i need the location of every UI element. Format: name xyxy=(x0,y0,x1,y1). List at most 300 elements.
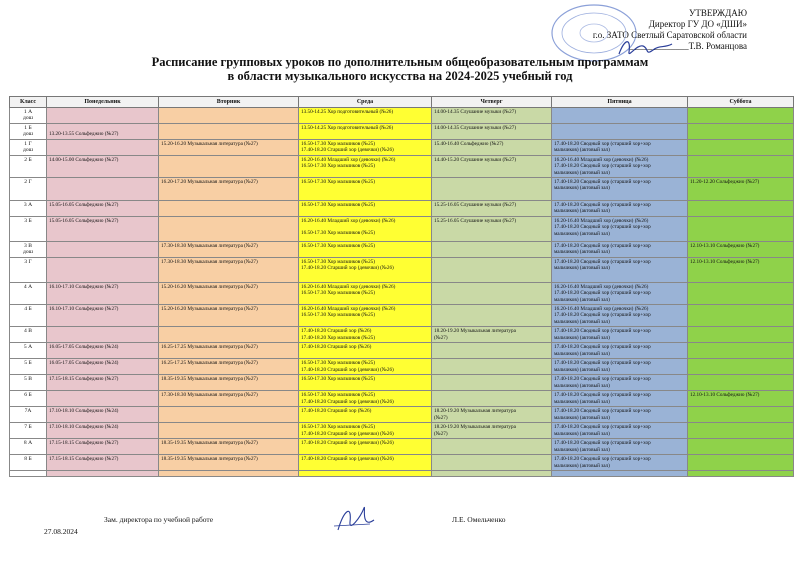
schedule-cell-tue xyxy=(159,257,299,282)
lesson-entry: мальчиков) (актовый зал) xyxy=(554,446,610,453)
schedule-cell-tue xyxy=(159,359,299,375)
schedule-cell-tue xyxy=(159,201,299,217)
lesson-entry: 17.15-18.15 Сольфеджио (№27) xyxy=(49,440,119,447)
lesson-entry: мальчиков) (актовый зал) xyxy=(554,350,610,357)
schedule-cell-mon xyxy=(47,282,159,304)
lesson-entry: 11.20-12.20 Сольфеджио (№27) xyxy=(690,179,760,186)
schedule-cell-wed xyxy=(299,241,432,257)
lesson-entry: 17.40-18.20 Сводный хор (старший хор+хор xyxy=(554,424,651,431)
schedule-cell-sat xyxy=(688,201,794,217)
class-label: дош xyxy=(23,147,33,154)
lesson-entry: мальчиков) (актовый зал) xyxy=(554,169,610,176)
lesson-entry: 16.20-16.40 Младший хор (девочки) (№26) xyxy=(554,283,649,290)
lesson-entry: 18.20-19.20 Музыкальная литература xyxy=(434,408,516,415)
class-cell xyxy=(10,391,47,407)
lesson-entry: 17.40-18.20 Сводный хор (старший хор+хор xyxy=(554,376,651,383)
schedule-cell-fri xyxy=(552,439,688,455)
class-label: 4 Б xyxy=(24,306,32,313)
lesson-entry: (№27) xyxy=(434,430,448,437)
lesson-entry: 17.15-18.15 Сольфеджио (№27) xyxy=(49,456,119,463)
lesson-entry: 15.05-16.05 Сольфеджио (№27) xyxy=(49,202,119,209)
class-label: 7А xyxy=(24,408,32,415)
class-label: 5 А xyxy=(23,344,33,351)
schedule-cell-mon xyxy=(47,241,159,257)
lesson-entry: 17.40-18.20 Старший хор (№26) xyxy=(301,344,372,351)
deputy-signature xyxy=(330,500,380,538)
lesson-entry: 17.40-18.20 Старший хор (девочки) (№26) xyxy=(301,398,394,405)
lesson-entry: 17.40-18.20 Сводный хор (старший хор+хор xyxy=(554,392,651,399)
schedule-cell-fri xyxy=(552,375,688,391)
class-label: дош xyxy=(23,131,33,138)
lesson-entry: 16.50-17.30 Хор мальчиков (№25) xyxy=(301,360,375,367)
table-row xyxy=(10,327,794,343)
column-header: Среда xyxy=(299,97,432,108)
class-cell xyxy=(10,241,47,257)
schedule-cell-mon xyxy=(47,178,159,201)
table-row xyxy=(10,423,794,439)
lesson-entry: 12.10-13.10 Сольфеджио (№27) xyxy=(690,242,760,249)
schedule-cell-thu xyxy=(432,155,552,177)
lesson-entry: 17.40-18.20 Сводный хор (старший хор+хор xyxy=(554,312,651,319)
schedule-cell-mon xyxy=(47,216,159,241)
lesson-entry: 13.50-14.25 Хор подготовительный (№26) xyxy=(301,124,394,131)
schedule-cell-thu xyxy=(432,343,552,359)
lesson-entry: (№27) xyxy=(434,414,448,421)
lesson-entry: 17.40-18.20 Сводный хор (старший хор+хор xyxy=(554,224,651,231)
schedule-cell-thu xyxy=(432,375,552,391)
lesson-entry: 15.40-16.40 Сольфеджио (№27) xyxy=(434,140,504,147)
schedule-cell-thu xyxy=(432,241,552,257)
lesson-entry: 17.40-18.20 Старший хор (девочки) (№26) xyxy=(301,147,394,154)
lesson-entry: 16.50-17.30 Хор мальчиков (№25) xyxy=(301,163,375,170)
schedule-cell-tue xyxy=(159,439,299,455)
lesson-entry: 16.20-16.40 Младший хор (девочки) (№26) xyxy=(301,156,396,163)
lesson-entry: 16.05-17.05 Сольфеджио (№24) xyxy=(49,344,119,351)
lesson-entry: 18.35-19.35 Музыкальная литература (№27) xyxy=(161,440,258,447)
table-row xyxy=(10,216,794,241)
class-cell xyxy=(10,439,47,455)
schedule-cell-fri xyxy=(552,282,688,304)
schedule-cell-mon xyxy=(47,471,159,477)
schedule-cell-sat xyxy=(688,407,794,423)
schedule-cell-fri xyxy=(552,343,688,359)
lesson-entry: 17.40-18.20 Старший хор (девочки) (№26) xyxy=(301,440,394,447)
schedule-cell-mon xyxy=(47,155,159,177)
approval-line: Директор ГУ ДО «ДШИ» xyxy=(648,19,747,29)
lesson-entry: 17.40-18.20 Сводный хор (старший хор+хор xyxy=(554,140,651,147)
column-header: Четверг xyxy=(432,97,552,108)
schedule-cell-sat xyxy=(688,439,794,455)
lesson-entry: 14.00-15.00 Сольфеджио (№27) xyxy=(49,156,119,163)
schedule-cell-thu xyxy=(432,201,552,217)
table-row xyxy=(10,155,794,177)
table-row xyxy=(10,455,794,471)
schedule-cell-fri xyxy=(552,123,688,139)
lesson-entry: 16.50-17.30 Хор мальчиков (№25) xyxy=(301,230,375,237)
class-label: 3 Г xyxy=(24,258,32,265)
lesson-entry: 16.20-16.40 Младший хор (девочки) (№26) xyxy=(301,306,396,313)
schedule-cell-thu xyxy=(432,359,552,375)
lesson-entry: мальчиков) (актовый зал) xyxy=(554,366,610,373)
schedule-cell-mon xyxy=(47,359,159,375)
class-label: дош xyxy=(23,249,33,256)
lesson-entry: 16.50-17.30 Хор мальчиков (№25) xyxy=(301,290,375,297)
lesson-entry: 12.10-13.10 Сольфеджио (№27) xyxy=(690,392,760,399)
schedule-cell-thu xyxy=(432,123,552,139)
lesson-entry: 12.10-13.10 Сольфеджио (№27) xyxy=(690,258,760,265)
lesson-entry: 17.30-18.30 Музыкальная литература (№27) xyxy=(161,392,258,399)
lesson-entry: 16.50-17.30 Хор мальчиков (№25) xyxy=(301,242,375,249)
lesson-entry: 17.30-18.30 Музыкальная литература (№27) xyxy=(161,258,258,265)
schedule-cell-thu xyxy=(432,423,552,439)
lesson-entry: 15.05-16.05 Сольфеджио (№27) xyxy=(49,217,119,224)
class-label: 5 Б xyxy=(24,360,32,367)
class-cell xyxy=(10,178,47,201)
schedule-cell-wed xyxy=(299,407,432,423)
schedule-cell-thu xyxy=(432,108,552,124)
schedule-cell-thu xyxy=(432,139,552,155)
lesson-entry: 17.40-18.20 Сводный хор (старший хор+хор xyxy=(554,344,651,351)
schedule-cell-wed xyxy=(299,178,432,201)
lesson-entry: мальчиков) (актовый зал) xyxy=(554,430,610,437)
schedule-cell-mon xyxy=(47,423,159,439)
schedule-cell-tue xyxy=(159,455,299,471)
schedule-cell-mon xyxy=(47,455,159,471)
schedule-cell-sat xyxy=(688,375,794,391)
table-row xyxy=(10,407,794,423)
schedule-cell-sat xyxy=(688,359,794,375)
class-label: дош xyxy=(23,115,33,122)
lesson-entry: 17.40-18.20 Старший хор (девочки) (№26) xyxy=(301,366,394,373)
schedule-cell-sat xyxy=(688,108,794,124)
schedule-cell-tue xyxy=(159,282,299,304)
schedule-cell-tue xyxy=(159,216,299,241)
schedule-cell-wed xyxy=(299,216,432,241)
schedule-cell-sat xyxy=(688,123,794,139)
schedule-cell-thu xyxy=(432,216,552,241)
approval-line: г.о. ЗАТО Светлый Саратовской области xyxy=(592,30,747,40)
class-cell xyxy=(10,139,47,155)
schedule-cell-mon xyxy=(47,123,159,139)
schedule-cell-thu xyxy=(432,305,552,327)
schedule-cell-mon xyxy=(47,305,159,327)
footer-position: Зам. директора по учебной работе xyxy=(104,515,214,524)
column-header: Пятница xyxy=(552,97,688,108)
schedule-cell-sat xyxy=(688,471,794,477)
schedule-cell-tue xyxy=(159,471,299,477)
lesson-entry: 15.25-16.05 Слушание музыки (№27) xyxy=(434,202,517,209)
schedule-cell-fri xyxy=(552,241,688,257)
class-cell xyxy=(10,423,47,439)
lesson-entry: 13.20-13.55 Сольфеджио (№27) xyxy=(49,130,119,137)
lesson-entry: 17.40-18.20 Сводный хор (старший хор+хор xyxy=(554,242,651,249)
table-row xyxy=(10,201,794,217)
table-row xyxy=(10,178,794,201)
class-label: 1 Г xyxy=(24,140,32,147)
lesson-entry: 18.35-19.35 Музыкальная литература (№27) xyxy=(161,376,258,383)
schedule-cell-mon xyxy=(47,343,159,359)
schedule-cell-fri xyxy=(552,178,688,201)
lesson-entry: 17.40-18.20 Сводный хор (старший хор+хор xyxy=(554,456,651,463)
document-title xyxy=(0,55,800,83)
lesson-entry: 17.40-18.20 Старший хор (№26) xyxy=(301,328,372,335)
lesson-entry: 17.40-18.20 Сводный хор (старший хор+хор xyxy=(554,328,651,335)
lesson-entry: 17.15-18.15 Сольфеджио (№27) xyxy=(49,376,119,383)
table-row xyxy=(10,241,794,257)
schedule-cell-wed xyxy=(299,327,432,343)
schedule-cell-fri xyxy=(552,139,688,155)
lesson-entry: 17.40-18.20 Сводный хор (старший хор+хор xyxy=(554,408,651,415)
lesson-entry: мальчиков) (актовый зал) xyxy=(554,230,610,237)
schedule-cell-tue xyxy=(159,327,299,343)
lesson-entry: 17.40-18.20 Старший хор (девочки) (№26) xyxy=(301,430,394,437)
schedule-cell-sat xyxy=(688,391,794,407)
lesson-entry: 16.50-17.30 Хор мальчиков (№25) xyxy=(301,392,375,399)
schedule-cell-wed xyxy=(299,257,432,282)
schedule-cell-sat xyxy=(688,343,794,359)
class-label: 8 Б xyxy=(24,456,32,463)
class-cell xyxy=(10,343,47,359)
schedule-cell-fri xyxy=(552,423,688,439)
lesson-entry: 16.25-17.25 Музыкальная литература (№27) xyxy=(161,344,258,351)
table-row xyxy=(10,139,794,155)
lesson-entry: 15.25-16.05 Слушание музыки (№27) xyxy=(434,217,517,224)
schedule-cell-sat xyxy=(688,139,794,155)
lesson-entry: 16.50-17.30 Хор мальчиков (№25) xyxy=(301,179,375,186)
schedule-cell-sat xyxy=(688,178,794,201)
schedule-cell-wed xyxy=(299,139,432,155)
class-cell xyxy=(10,359,47,375)
lesson-entry: 18.20-19.20 Музыкальная литература xyxy=(434,328,516,335)
lesson-entry: мальчиков) (актовый зал) xyxy=(554,185,610,192)
footer-name: Л.Е. Омельченко xyxy=(452,515,506,524)
lesson-entry: 16.20-16.40 Младший хор (девочки) (№26) xyxy=(554,306,649,313)
lesson-entry: мальчиков) (актовый зал) xyxy=(554,318,610,325)
schedule-body xyxy=(10,108,794,477)
schedule-cell-sat xyxy=(688,305,794,327)
column-header: Класс xyxy=(10,97,47,108)
lesson-entry: мальчиков) (актовый зал) xyxy=(554,208,610,215)
class-cell xyxy=(10,305,47,327)
approval-block xyxy=(477,8,747,52)
schedule-cell-fri xyxy=(552,471,688,477)
table-row xyxy=(10,108,794,124)
class-cell xyxy=(10,216,47,241)
schedule-cell-wed xyxy=(299,359,432,375)
schedule-cell-tue xyxy=(159,423,299,439)
title-line-2: в области музыкального искусства на 2024-2025 учебный год xyxy=(227,69,573,83)
schedule-cell-sat xyxy=(688,423,794,439)
schedule-cell-sat xyxy=(688,155,794,177)
class-cell xyxy=(10,455,47,471)
schedule-cell-mon xyxy=(47,139,159,155)
schedule-cell-sat xyxy=(688,241,794,257)
class-cell xyxy=(10,282,47,304)
lesson-entry: 14.00-14.35 Слушание музыки (№27) xyxy=(434,109,517,115)
approval-line: _____________Т.В. Романцова xyxy=(630,41,747,51)
lesson-entry: 16.50-17.30 Хор мальчиков (№25) xyxy=(301,258,375,265)
class-label: 6 Б xyxy=(24,392,32,399)
class-label: 1 А xyxy=(23,109,33,115)
class-cell xyxy=(10,201,47,217)
schedule-cell-mon xyxy=(47,201,159,217)
lesson-entry: 18.35-19.35 Музыкальная литература (№27) xyxy=(161,456,258,463)
schedule-cell-tue xyxy=(159,391,299,407)
class-label: 3 А xyxy=(23,202,33,209)
lesson-entry: мальчиков) (актовый зал) xyxy=(554,398,610,405)
lesson-entry: 17.30-18.30 Музыкальная литература (№27) xyxy=(161,242,258,249)
lesson-entry: 18.20-19.20 Музыкальная литература xyxy=(434,424,516,431)
lesson-entry: 17.40-18.20 Старший хор (девочки) (№26) xyxy=(301,456,394,463)
schedule-table xyxy=(9,96,794,477)
lesson-entry: 17.40-18.20 Старший хор (девочки) (№26) xyxy=(301,265,394,272)
schedule-cell-tue xyxy=(159,407,299,423)
lesson-entry: 16.10-17.10 Сольфеджио (№27) xyxy=(49,306,119,313)
lesson-entry: 16.50-17.30 Хор мальчиков (№25) xyxy=(301,202,375,209)
schedule-cell-wed xyxy=(299,471,432,477)
lesson-entry: 17.10-18.10 Сольфеджио (№24) xyxy=(49,408,119,415)
schedule-cell-tue xyxy=(159,108,299,124)
schedule-cell-thu xyxy=(432,282,552,304)
table-row xyxy=(10,282,794,304)
footer-date: 27.08.2024 xyxy=(44,527,78,536)
class-label: 1 Б xyxy=(24,124,32,131)
schedule-cell-mon xyxy=(47,407,159,423)
class-label: 8 А xyxy=(23,440,33,447)
table-row xyxy=(10,359,794,375)
table-row xyxy=(10,391,794,407)
schedule-cell-thu xyxy=(432,439,552,455)
lesson-entry: мальчиков) (актовый зал) xyxy=(554,265,610,272)
schedule-cell-wed xyxy=(299,305,432,327)
schedule-cell-wed xyxy=(299,455,432,471)
lesson-entry: 17.10-18.10 Сольфеджио (№24) xyxy=(49,424,119,431)
schedule-cell-sat xyxy=(688,257,794,282)
schedule-cell-fri xyxy=(552,327,688,343)
schedule-cell-sat xyxy=(688,455,794,471)
schedule-cell-wed xyxy=(299,375,432,391)
schedule-cell-fri xyxy=(552,305,688,327)
schedule-cell-thu xyxy=(432,407,552,423)
table-row xyxy=(10,439,794,455)
schedule-cell-sat xyxy=(688,216,794,241)
schedule-cell-wed xyxy=(299,282,432,304)
schedule-cell-mon xyxy=(47,375,159,391)
lesson-entry: мальчиков) (актовый зал) xyxy=(554,414,610,421)
class-cell xyxy=(10,407,47,423)
schedule-cell-wed xyxy=(299,439,432,455)
schedule-cell-wed xyxy=(299,123,432,139)
class-label: 3 Б xyxy=(24,217,32,224)
lesson-entry: 17.40-18.20 Сводный хор (старший хор+хор xyxy=(554,360,651,367)
lesson-entry: 16.20-16.40 Младший хор (девочки) (№26) xyxy=(554,156,649,163)
class-label: 5 В xyxy=(24,376,32,383)
schedule-cell-tue xyxy=(159,123,299,139)
lesson-entry: 16.50-17.30 Хор мальчиков (№25) xyxy=(301,140,375,147)
lesson-entry: 15.20-16.20 Музыкальная литература (№27) xyxy=(161,306,258,313)
class-cell xyxy=(10,155,47,177)
lesson-entry: мальчиков) (актовый зал) xyxy=(554,296,610,303)
lesson-entry: 17.40-18.20 Сводный хор (старший хор+хор xyxy=(554,179,651,186)
lesson-entry: 16.25-17.25 Музыкальная литература (№27) xyxy=(161,360,258,367)
column-header: Понедельник xyxy=(47,97,159,108)
class-cell xyxy=(10,327,47,343)
table-row xyxy=(10,343,794,359)
class-label: 2 Г xyxy=(24,179,32,186)
lesson-entry: 16.10-17.10 Сольфеджио (№27) xyxy=(49,283,119,290)
lesson-entry: 16.50-17.30 Хор мальчиков (№25) xyxy=(301,376,375,383)
schedule-cell-fri xyxy=(552,108,688,124)
schedule-cell-sat xyxy=(688,327,794,343)
lesson-entry: (№27) xyxy=(434,334,448,341)
lesson-entry: 16.20-16.40 Младший хор (девочки) (№26) xyxy=(301,283,396,290)
schedule-cell-tue xyxy=(159,241,299,257)
schedule-cell-fri xyxy=(552,407,688,423)
lesson-entry: 17.40-18.20 Сводный хор (старший хор+хор xyxy=(554,202,651,209)
lesson-entry: мальчиков) (актовый зал) xyxy=(554,249,610,256)
table-header-row xyxy=(10,97,794,108)
schedule-cell-fri xyxy=(552,201,688,217)
column-header: Суббота xyxy=(688,97,794,108)
lesson-entry: 16.20-16.40 Младший хор (девочки) (№26) xyxy=(301,217,396,224)
class-cell xyxy=(10,257,47,282)
table-row xyxy=(10,471,794,477)
lesson-entry: 17.40-18.20 Сводный хор (старший хор+хор xyxy=(554,440,651,447)
schedule-cell-tue xyxy=(159,343,299,359)
schedule-cell-wed xyxy=(299,391,432,407)
class-label: 7 Б xyxy=(24,424,32,431)
schedule-cell-tue xyxy=(159,305,299,327)
schedule-cell-thu xyxy=(432,178,552,201)
lesson-entry: 16.05-17.05 Сольфеджио (№24) xyxy=(49,360,119,367)
title-line-1: Расписание групповых уроков по дополнительным общеобразовательным программам xyxy=(151,55,649,69)
schedule-cell-mon xyxy=(47,391,159,407)
lesson-entry: мальчиков) (актовый зал) xyxy=(554,147,610,154)
schedule-cell-wed xyxy=(299,201,432,217)
lesson-entry: 16.20-16.40 Младший хор (девочки) (№26) xyxy=(554,217,649,224)
schedule-cell-thu xyxy=(432,455,552,471)
class-label: 4 А xyxy=(23,283,33,290)
approval-line: УТВЕРЖДАЮ xyxy=(688,8,747,18)
lesson-entry: 14.00-14.35 Слушание музыки (№27) xyxy=(434,124,517,131)
schedule-cell-wed xyxy=(299,108,432,124)
lesson-entry: 17.40-18.20 Сводный хор (старший хор+хор xyxy=(554,258,651,265)
schedule-cell-fri xyxy=(552,155,688,177)
class-label: 2 Б xyxy=(24,156,32,163)
lesson-entry: 17.40-18.20 Сводный хор (старший хор+хор xyxy=(554,163,651,170)
table-row xyxy=(10,257,794,282)
schedule-cell-tue xyxy=(159,178,299,201)
schedule-cell-thu xyxy=(432,257,552,282)
schedule-cell-fri xyxy=(552,257,688,282)
lesson-entry: мальчиков) (актовый зал) xyxy=(554,334,610,341)
schedule-cell-fri xyxy=(552,216,688,241)
lesson-entry: 15.20-16.20 Музыкальная литература (№27) xyxy=(161,283,258,290)
lesson-entry: 17.40-18.20 Хор мальчиков (№25) xyxy=(301,334,375,341)
class-cell xyxy=(10,108,47,124)
schedule-cell-thu xyxy=(432,391,552,407)
lesson-entry: 13.50-14.25 Хор подготовительный (№26) xyxy=(301,109,394,115)
table-row xyxy=(10,123,794,139)
schedule-cell-mon xyxy=(47,108,159,124)
schedule-cell-wed xyxy=(299,343,432,359)
schedule-cell-wed xyxy=(299,423,432,439)
table-row xyxy=(10,375,794,391)
lesson-entry: 16.50-17.30 Хор мальчиков (№25) xyxy=(301,312,375,319)
class-label: 4 В xyxy=(24,328,32,335)
class-cell xyxy=(10,471,47,477)
schedule-cell-mon xyxy=(47,439,159,455)
